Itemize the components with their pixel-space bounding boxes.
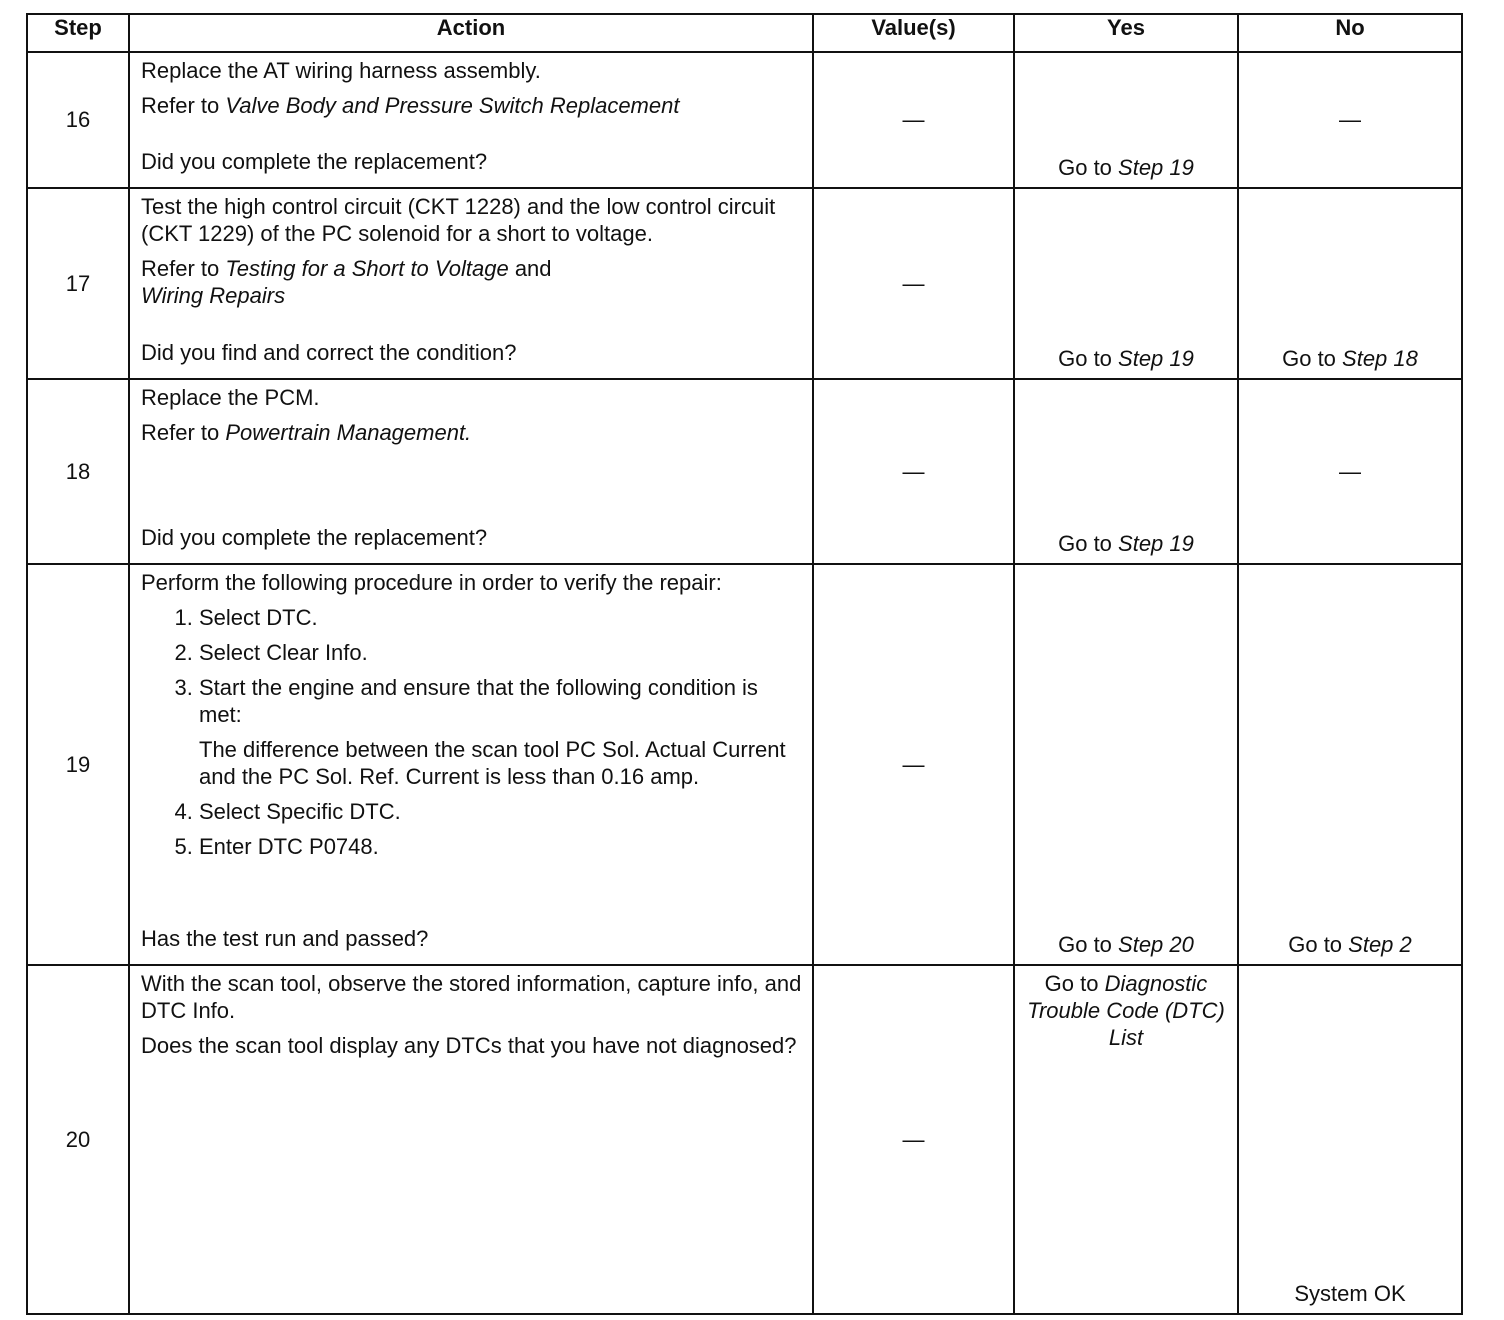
no-cell [1238, 564, 1462, 965]
step-number: 17 [27, 188, 129, 379]
yes-prefix: Go to [1058, 155, 1119, 180]
action-text: Test the high control circuit (CKT 1228) and the low control circuit (CKT 1229) of the PC solenoid for a short to voltage. [141, 194, 776, 246]
list-item: 2. Select Clear Info. [199, 639, 802, 666]
step-number: 19 [27, 564, 129, 965]
yes-prefix: Go to [1058, 531, 1119, 556]
list-item: 5. Enter DTC P0748. [199, 833, 802, 860]
yes-prefix: Go to [1058, 932, 1119, 957]
header-no: No [1238, 14, 1462, 52]
no-cell: System OK [1238, 965, 1462, 1314]
action-text: With the scan tool, observe the stored information, capture info, and DTC Info. [141, 971, 802, 1023]
values-cell: — [813, 52, 1014, 188]
step-number: 18 [27, 379, 129, 564]
action-cell [129, 965, 813, 1314]
refer-link[interactable]: Testing for a Short to Voltage [225, 256, 509, 281]
list-item: 4. Select Specific DTC. [199, 798, 802, 825]
yes-cell [1014, 379, 1238, 564]
yes-link[interactable]: Step 19 [1118, 531, 1194, 556]
action-text: Replace the PCM. [141, 385, 320, 410]
question-text: Does the scan tool display any DTCs that you have not diagnosed? [141, 1033, 797, 1058]
yes-link[interactable]: Diagnostic Trouble Code (DTC) List [1027, 971, 1225, 1050]
header-yes: Yes [1014, 14, 1238, 52]
refer-link[interactable]: Valve Body and Pressure Switch Replacement [225, 93, 680, 118]
header-step: Step [27, 14, 129, 52]
no-prefix: Go to [1288, 932, 1349, 957]
refer-and: and [508, 256, 552, 281]
yes-prefix: Go to [1058, 346, 1119, 371]
procedure-step-text: Start the engine and ensure that the following condition is met: [199, 675, 758, 727]
action-cell [129, 564, 813, 965]
table-row [27, 564, 1462, 965]
refer-text [141, 92, 802, 119]
action-text: Perform the following procedure in order to verify the repair: [141, 570, 722, 595]
header-row [27, 14, 1462, 52]
yes-link[interactable]: Step 19 [1118, 155, 1194, 180]
values-cell: — [813, 965, 1014, 1314]
no-cell: — [1238, 379, 1462, 564]
action-cell [129, 52, 813, 188]
refer-prefix: Refer to [141, 256, 226, 281]
step-number: 20 [27, 965, 129, 1314]
values-cell: — [813, 188, 1014, 379]
no-link[interactable]: Step 18 [1342, 346, 1418, 371]
refer-link[interactable]: Wiring Repairs [141, 283, 286, 308]
question-text: Did you complete the replacement? [141, 149, 488, 174]
question-text: Did you find and correct the condition? [141, 340, 517, 365]
step-number: 16 [27, 52, 129, 188]
yes-cell [1014, 564, 1238, 965]
refer-link[interactable]: Powertrain Management. [225, 420, 472, 445]
action-cell [129, 188, 813, 379]
question-text: Did you complete the replacement? [141, 525, 488, 550]
table-row [27, 379, 1462, 564]
refer-text [141, 419, 802, 446]
yes-prefix: Go to [1044, 971, 1105, 996]
yes-cell [1014, 188, 1238, 379]
question-text: Has the test run and passed? [141, 926, 429, 951]
yes-link[interactable]: Step 20 [1118, 932, 1194, 957]
refer-prefix: Refer to [141, 420, 226, 445]
table-row [27, 188, 1462, 379]
values-cell: — [813, 564, 1014, 965]
refer-prefix: Refer to [141, 93, 226, 118]
procedure-note: The difference between the scan tool PC Sol. Actual Current and the PC Sol. Ref. Current is less than 0.16 amp. [199, 737, 786, 789]
list-item [199, 674, 802, 790]
no-prefix: Go to [1282, 346, 1343, 371]
refer-text [141, 255, 802, 309]
yes-cell [1014, 52, 1238, 188]
header-action: Action [129, 14, 813, 52]
no-cell [1238, 188, 1462, 379]
table-row [27, 52, 1462, 188]
action-cell [129, 379, 813, 564]
table-row [27, 965, 1462, 1314]
action-text: Replace the AT wiring harness assembly. [141, 58, 541, 83]
no-link[interactable]: Step 2 [1348, 932, 1412, 957]
diagnostic-table [26, 13, 1463, 1315]
values-cell: — [813, 379, 1014, 564]
no-cell: — [1238, 52, 1462, 188]
yes-link[interactable]: Step 19 [1118, 346, 1194, 371]
procedure-list [141, 604, 802, 868]
list-item: 1. Select DTC. [199, 604, 802, 631]
header-values: Value(s) [813, 14, 1014, 52]
yes-cell [1014, 965, 1238, 1314]
